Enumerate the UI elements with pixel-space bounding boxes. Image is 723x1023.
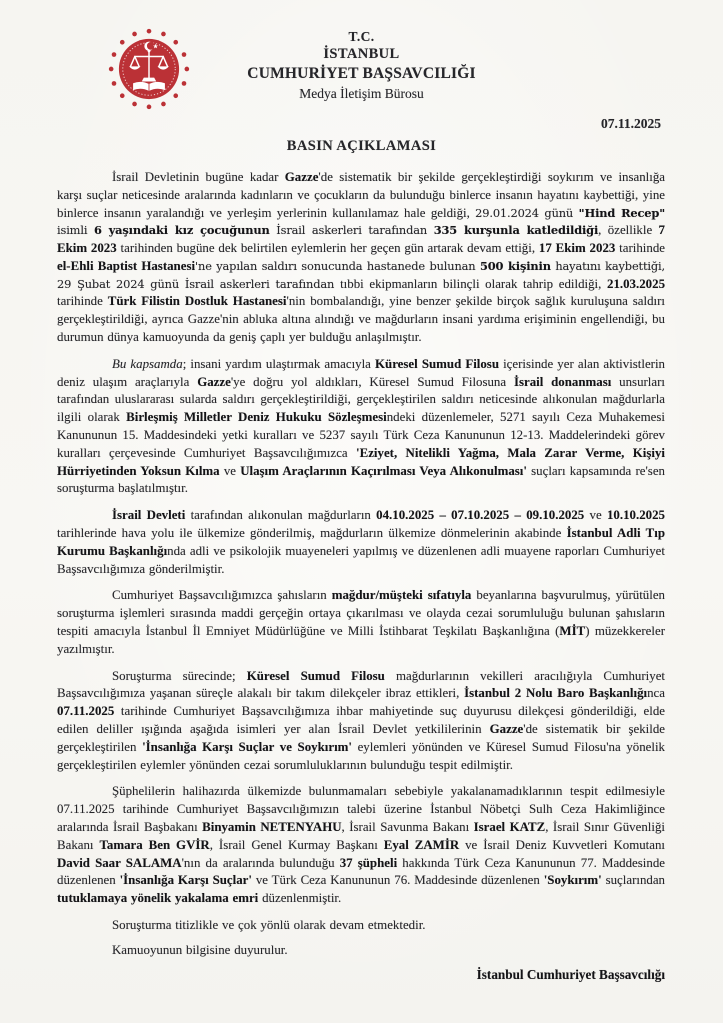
text-segment: tıbbi ekipmanların bilinçli olarak tahrip edildiği, xyxy=(340,276,607,291)
text-segment: Cumhuriyet Başsavcılığımızca şahısların xyxy=(112,588,332,603)
scales-of-justice-icon xyxy=(106,26,192,112)
text-segment: 37 şüpheli xyxy=(339,855,398,870)
text-segment: tarihlerinde hava yolu ile ülkemize gönderilmiş, mağdurların ülkemize dönmelerinin akabinde xyxy=(57,526,567,541)
text-segment: mağdur/müşteki sıfatıyla xyxy=(331,588,472,603)
text-segment: "Hind Recep" xyxy=(578,205,665,220)
text-segment: , İsrail Savunma Bakanı xyxy=(341,820,474,834)
text-segment: İsrail Devletinin bugüne kadar xyxy=(112,169,285,184)
text-segment: nca xyxy=(647,686,665,701)
text-segment: içerisinde yer alan aktivistlerin deniz ulaşım araçlarıyla xyxy=(57,356,665,389)
text-segment: 04.10.2025 – 07.10.2025 – 09.10.2025 xyxy=(376,508,585,523)
text-segment: 'ne yapılan saldırı sonucunda hastanede bulunan xyxy=(195,258,480,273)
text-segment: ve xyxy=(219,463,241,478)
text-segment: eylemleri yönünden ve Küresel Sumud Filosu'na yönelik gerçekleştirilen eylemler yönünden cezai sorumluluklarının bulunduğu tespit edilmiştir. xyxy=(57,739,665,772)
header-bureau: Medya İletişim Bürosu xyxy=(299,85,424,101)
text-segment: 17 Ekim 2023 xyxy=(538,241,616,256)
text-segment: ) müzekkereler yazılmıştır. xyxy=(57,624,665,656)
text-segment: Israel KATZ xyxy=(473,820,546,834)
text-segment: 07.11.2025 xyxy=(57,704,115,719)
text-segment: 'nın da aralarında bulunduğu xyxy=(181,855,340,870)
header-city: İSTANBUL xyxy=(323,46,400,63)
text-segment: tarihinde xyxy=(57,294,108,309)
text-segment: unsurları tarafından uluslararası sularda saldırı gerçekleştirildiği, gerçekleştirilen saldırı neticesinde alıkonulan mağdurlarla ilgili olarak xyxy=(57,374,665,425)
text-segment: Bu kapsamda xyxy=(112,356,183,371)
text-segment: 'nin bombalandığı, yine benzer şekilde birçok sağlık kuruluşuna saldırı gerçekleştirildiği, ayrıca Gazze'nin abluka altına alındığı ve mağdurların insani yardıma erişiminin engellendiği, bu durumun dünya kamuoyunda da geniş çaplı yer bulduğu anlaşılmıştır. xyxy=(57,294,665,345)
text-segment: tarihinden bugüne dek belirtilen eylemlerin her geçen gün artarak devam ettiği, xyxy=(116,241,539,256)
text-segment: ve xyxy=(584,508,607,523)
text-segment: 'İnsanlığa Karşı Suçlar' xyxy=(119,873,252,888)
text-segment: 6 yaşındaki kız çocuğunun xyxy=(93,223,270,238)
document-date: 07.11.2025 xyxy=(600,115,661,131)
header-office: CUMHURİYET BAŞSAVCILIĞI xyxy=(247,64,476,82)
text-segment: David Saar SALAMA xyxy=(57,855,182,870)
text-segment: 10.10.2025 xyxy=(606,508,665,523)
text-segment: tarihinde Cumhuriyet Başsavcılığımıza ihbar mahiyetinde suç duyurusu dilekçesi gönderildiği, elde edilen deliller ışığında aşağıda isimleri yer alan İsrail Devlet yetkililerinin xyxy=(57,704,665,737)
text-segment: ve Türk Ceza Kanununun 76. Maddesinde düzenlenen xyxy=(251,873,544,888)
text-segment: Gazze xyxy=(489,722,524,737)
text-segment: Küresel Sumud Filosu xyxy=(246,668,385,683)
text-segment: tutuklamaya yönelik yakalama emri xyxy=(57,891,259,906)
signature: İstanbul Cumhuriyet Başsavcılığı xyxy=(476,966,665,982)
text-segment: İstanbul Adli Tıp Kurumu Başkanlığı xyxy=(57,526,665,558)
text-segment: suçları kapsamında re'sen soruşturma başlatılmıştır. xyxy=(57,463,665,496)
paragraph-4 xyxy=(57,587,665,658)
text-segment: tarihinde xyxy=(615,241,665,256)
text-segment: el-Ehli Baptist Hastanesi xyxy=(57,258,196,273)
document-body xyxy=(0,169,723,960)
text-segment: ndeki düzenlemeler, 5271 sayılı Ceza Muhakemesi Kanununun 15. Maddesindeki yetki kuralları ve 5237 sayılı Türk Ceza Kanununun 12-13. Maddelerindeki görev kuralları çerçevesinde Cumhuriyet Başsavcılığımızca xyxy=(57,410,665,460)
text-segment: hakkında Türk Ceza Kanununun 77. Maddesinde düzenlenen xyxy=(57,855,665,888)
text-segment: Kamuoyunun bilgisine duyurulur. xyxy=(112,942,288,957)
text-segment: 'Soykırım' xyxy=(543,873,602,888)
text-segment: 21.03.2025 xyxy=(607,276,666,291)
text-segment: isimli xyxy=(57,223,94,238)
paragraph-1 xyxy=(57,169,665,347)
text-segment: 'de sistematik bir şekilde gerçekleştirilen xyxy=(57,722,665,754)
text-segment: , özellikle xyxy=(598,223,659,238)
text-segment: 29.01.2024 günü xyxy=(475,205,579,220)
text-segment: Türk Filistin Dostluk Hastanesi xyxy=(107,294,287,309)
text-segment: suçlarından xyxy=(601,873,665,888)
text-segment: beyanlarına başvurulmuş, yürütülen soruşturma işlemleri sırasında maddi gerçeğin ortaya çıkarılması ve olayda cezai sorumluluğu bulunan şahısların tespiti amacıyla İstanbul İl Emniyet Müdürlüğüne ve Milli İstihbarat Teşkilatı Başkanlığına ( xyxy=(57,588,665,639)
text-segment: MİT xyxy=(559,624,586,639)
paragraph-2 xyxy=(57,356,665,498)
text-segment: Şüphelilerin halihazırda ülkemizde bulunmamaları sebebiyle yakalanamadıklarının tespit edilmesiyle 07.11.2025 tarihinde Cumhuriyet Başsavcılığımızın talebi üzerine İstanbul Nöbetçi Sulh Ceza Hakimliğince aralarında İsrail Başbakanı xyxy=(57,784,665,834)
text-segment: Eyal ZAMİR xyxy=(383,837,460,852)
text-segment: Soruşturma titizlikle ve çok yönlü olarak devam etmektedir. xyxy=(112,917,426,932)
text-segment: 'de sistematik bir şekilde gerçekleştirdiği soykırım ve insanlığa karşı suçlar neticesinde aralarında kadınların ve çocukların da bulunduğu binlerce insanın hayatını kaybettiği, yine binlerce insanın yaralandığı ve yerleşim yerlerinin kullanılamaz hale geldiği, xyxy=(57,169,666,220)
closing-line-1 xyxy=(57,917,665,935)
text-segment: 500 kişinin xyxy=(479,258,551,273)
text-segment: ; insani yardım ulaştırmak amacıyla xyxy=(182,356,375,371)
closing-line-2 xyxy=(57,942,665,960)
document-title: BASIN AÇIKLAMASI xyxy=(286,137,437,154)
text-segment: , İsrail Sınır Güvenliği Bakanı xyxy=(57,820,665,852)
text-segment: 7 Ekim 2023 xyxy=(57,223,665,256)
text-segment: Birleşmiş Milletler Deniz Hukuku Sözleşmesi xyxy=(126,410,387,425)
paragraph-5 xyxy=(57,668,665,775)
paragraph-6 xyxy=(57,783,665,908)
text-segment: Gazze xyxy=(284,169,319,184)
text-segment: 'ye doğru yol aldıkları, Küresel Sumud Filosuna xyxy=(230,374,514,389)
text-segment: İstanbul 2 Nolu Baro Başkanlığı xyxy=(464,686,648,701)
text-segment: İsrail askerleri tarafından xyxy=(269,223,434,238)
text-segment: 'İnsanlığa Karşı Suçlar ve Soykırım' xyxy=(142,739,352,754)
text-segment: ve İsrail Deniz Kuvvetleri Komutanı xyxy=(459,837,666,852)
text-segment: Küresel Sumud Filosu xyxy=(375,356,499,371)
text-segment: tarafından alıkonulan mağdurların xyxy=(185,508,377,523)
text-segment: Ulaşım Araçlarının Kaçırılması Veya Alıkonulması' xyxy=(240,463,527,478)
text-segment: Soruşturma sürecinde; xyxy=(112,668,247,683)
text-segment: nda adli ve psikolojik muayeneleri yapılmış ve düzenlenen adli muayene raporları Cumhuriyet Başsavcılığımıza gönderilmiştir. xyxy=(57,543,665,576)
text-segment: 'Eziyet, Nitelikli Yağma, Mala Zarar Verme, Kişiyi Hürriyetinden Yoksun Kılma xyxy=(57,445,665,478)
text-segment: düzenlenmiştir. xyxy=(258,891,342,906)
text-segment: İsrail Devleti xyxy=(112,508,186,523)
text-segment: Gazze xyxy=(197,374,231,389)
text-segment: , İsrail Genel Kurmay Başkanı xyxy=(209,837,384,852)
text-segment: Binyamin NETENYAHU xyxy=(202,820,342,834)
text-segment: 335 kurşunla katledildiği xyxy=(433,223,599,238)
paragraph-3 xyxy=(57,507,665,578)
text-segment: mağdurlarının vekilleri aracılığıyla Cumhuriyet Başsavcılığımıza yaşanan süreçle alakalı bir takım dilekçeler ibraz ettikleri, xyxy=(57,668,665,701)
header-republic-abbrev: T.C. xyxy=(348,29,375,44)
text-segment: İsrail donanması xyxy=(513,374,612,389)
text-segment: Tamara Ben GVİR xyxy=(99,837,210,852)
text-segment: hayatını kaybettiği, 29 Şubat 2024 günü İsrail askerleri tarafından xyxy=(57,258,665,291)
ministry-of-justice-emblem xyxy=(106,26,192,112)
